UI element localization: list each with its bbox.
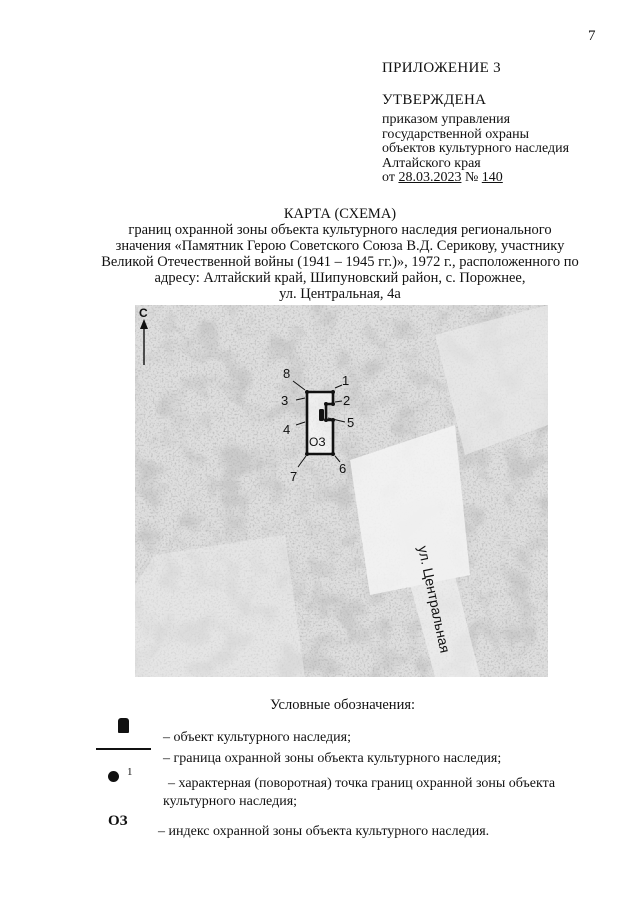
legend-item-text: – характерная (поворотная) точка границ охранной зоны объекта — [168, 776, 556, 791]
point-label-5: 5 — [347, 415, 355, 430]
approved-label: УТВЕРЖДЕНА — [382, 92, 487, 108]
date-prefix: от — [382, 170, 395, 185]
number-prefix: № — [464, 170, 479, 185]
point-label-2: 2 — [343, 393, 351, 408]
order-line: государственной охраны — [382, 126, 530, 142]
title-line: ул. Центральная, 4а — [279, 286, 401, 302]
heritage-object-icon — [118, 718, 131, 734]
order-line: объектов культурного наследия — [382, 141, 570, 156]
title-line: границ охранной зоны объекта культурного наследия регионального — [128, 222, 552, 238]
order-line: Алтайского края — [382, 155, 481, 171]
point-label-3: 3 — [281, 393, 289, 408]
legend-item-text: – граница охранной зоны объекта культурного наследия; — [163, 751, 502, 766]
title-line: адресу: Алтайский край, Шипуновский район, с. Порожнее, — [154, 270, 526, 286]
document-title — [80, 206, 600, 302]
zone-label: ОЗ — [309, 435, 326, 449]
legend-item-text: культурного наследия; — [163, 794, 298, 809]
title-line: значения «Памятник Герою Советского Союза В.Д. Серикову, участнику — [115, 238, 565, 254]
title-line: Великой Отечественной войны (1941 – 1945 гг.)», 1972 г., расположенного по — [101, 254, 579, 270]
point-icon — [108, 771, 119, 782]
order-line: приказом управления — [382, 112, 511, 127]
street-label: ул. Центральная — [415, 544, 454, 655]
legend-item-text: – индекс охранной зоны объекта культурного наследия. — [158, 824, 490, 839]
title-heading: КАРТА (СХЕМА) — [283, 206, 397, 222]
appendix-label: ПРИЛОЖЕНИЕ 3 — [382, 60, 501, 76]
approval-order — [382, 113, 569, 186]
order-date: 28.03.2023 — [398, 170, 462, 185]
legend-item-text: – объект культурного наследия; — [163, 730, 351, 745]
field-southwest — [135, 535, 305, 677]
point-label-4: 4 — [283, 422, 291, 437]
point-icon-label: 1 — [127, 766, 133, 778]
boundary-line-icon — [96, 748, 151, 750]
point-label-1: 1 — [342, 373, 350, 388]
point-label-6: 6 — [339, 461, 347, 476]
point-label-8: 8 — [283, 366, 291, 381]
page-number: 7 — [588, 28, 596, 44]
heritage-object-marker — [319, 409, 324, 421]
aerial-map — [135, 305, 548, 677]
order-date-line — [382, 171, 569, 186]
order-number: 140 — [481, 170, 503, 185]
legend-title: Условные обозначения: — [270, 697, 416, 713]
zone-index-icon: ОЗ — [108, 813, 128, 829]
point-label-7: 7 — [290, 469, 298, 484]
north-label: С — [139, 306, 148, 320]
